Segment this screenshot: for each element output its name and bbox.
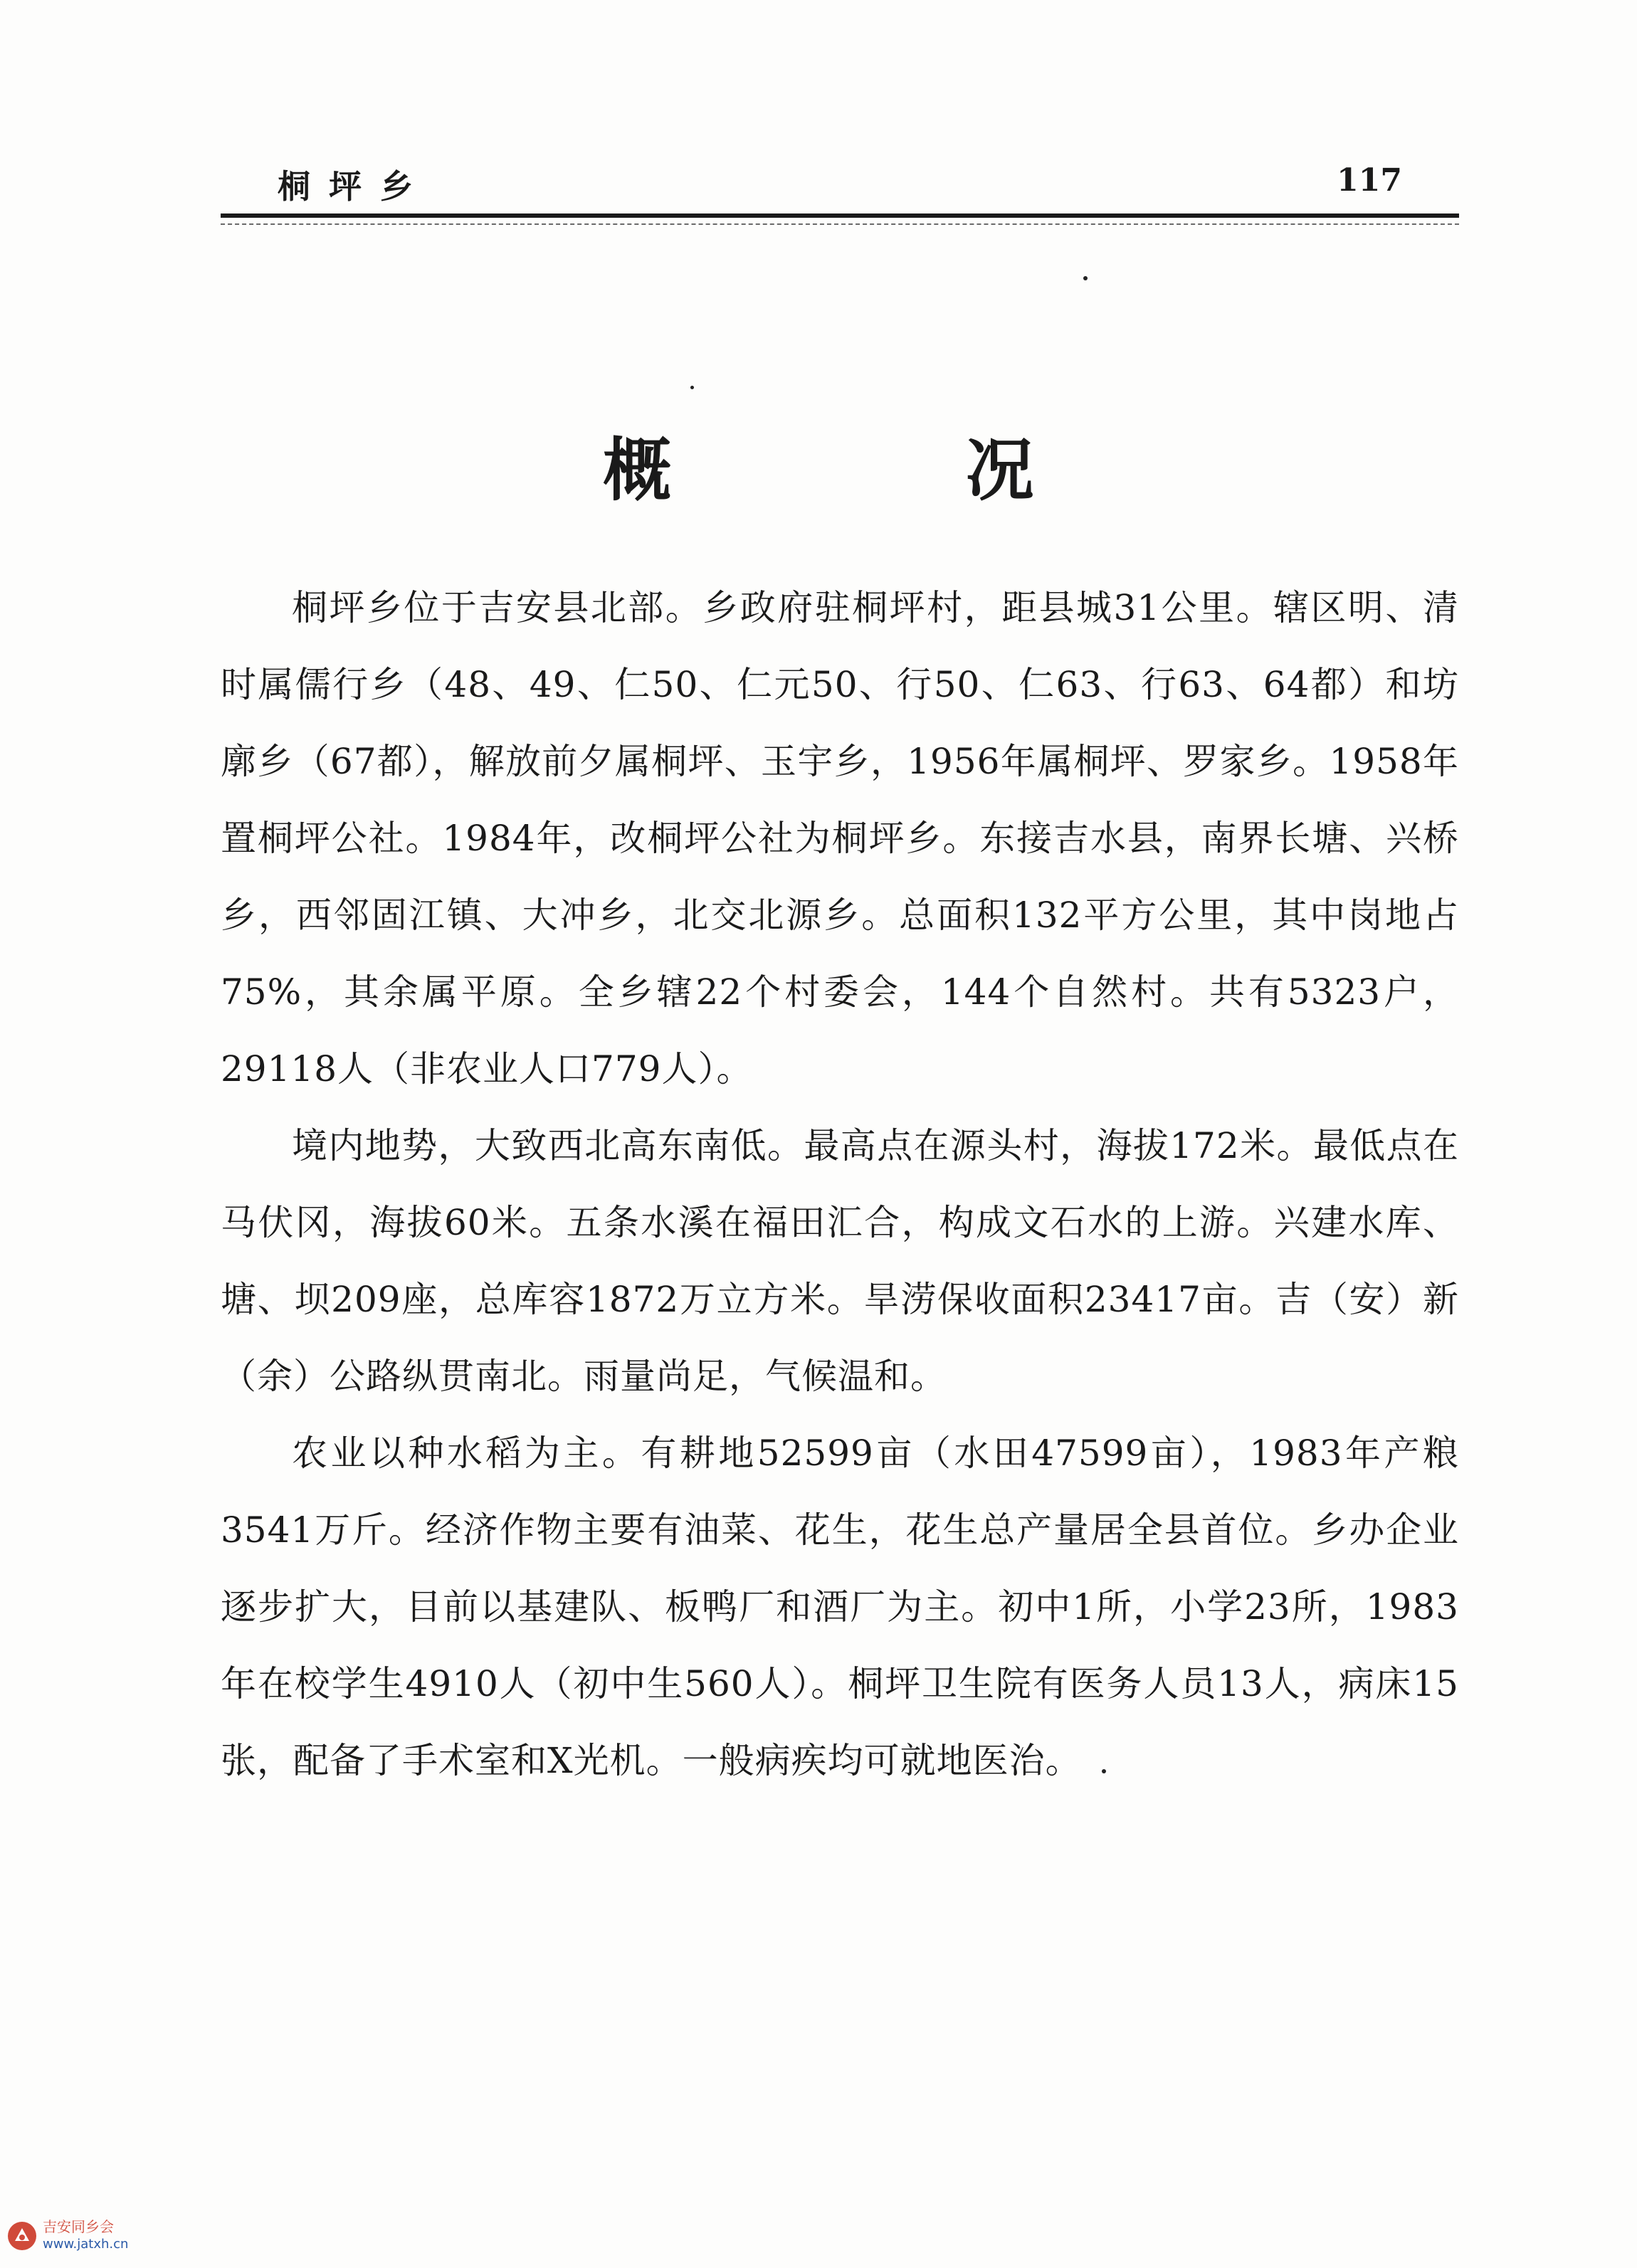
body-text: [221, 569, 1459, 1799]
section-title: 概 况: [603, 430, 1169, 510]
watermark-logo-icon: [6, 2220, 38, 2252]
running-header: [221, 158, 1431, 208]
scan-speck: [1083, 276, 1088, 280]
watermark-url: www.jatxh.cn: [43, 2237, 129, 2252]
paragraph-terrain: 境内地势，大致西北高东南低。最高点在源头村，海拔172米。最低点在马伏冈，海拔60米。五条水溪在福田汇合，构成文石水的上游。兴建水库、塘、坝209座，总库容1872万立方米。旱涝保收面积23417亩。吉（安）新（余）公路纵贯南北。雨量尚足，气候温和。: [221, 1125, 1459, 1397]
watermark-name: 吉安同乡会: [43, 2218, 114, 2235]
paragraph-overview: 桐坪乡位于吉安县北部。乡政府驻桐坪村，距县城31公里。辖区明、清时属儒行乡（48、49、仁50、仁元50、行50、仁63、行63、64都）和坊廓乡（67都），解放前夕属桐坪、玉宇乡，1956年属桐坪、罗家乡。1958年置桐坪公社。1984年，改桐坪公社为桐坪乡。东接吉水县，南界长塘、兴桥乡，西邻固江镇、大冲乡，北交北源乡。总面积132平方公里，其中岗地占75%，其余属平原。全乡辖22个村委会，144个自然村。共有5323户，29118人（非农业人口779人）。: [221, 587, 1459, 1090]
header-rule-secondary: [221, 223, 1459, 225]
scan-speck: [1102, 1769, 1106, 1773]
header-title: 桐坪乡: [278, 167, 431, 206]
page-number: 117: [1337, 162, 1402, 199]
header-rule: [221, 213, 1459, 218]
paragraph-agriculture: 农业以种水稻为主。有耕地52599亩（水田47599亩），1983年产粮3541万斤。经济作物主要有油菜、花生，花生总产量居全县首位。乡办企业逐步扩大，目前以基建队、板鸭厂和酒厂为主。初中1所，小学23所，1983年在校学生4910人（初中生560人）。桐坪卫生院有医务人员13人，病床15张，配备了手术室和X光机。一般病疾均可就地医治。: [221, 1433, 1459, 1781]
site-watermark: [6, 2217, 184, 2259]
scan-speck: [690, 386, 694, 389]
